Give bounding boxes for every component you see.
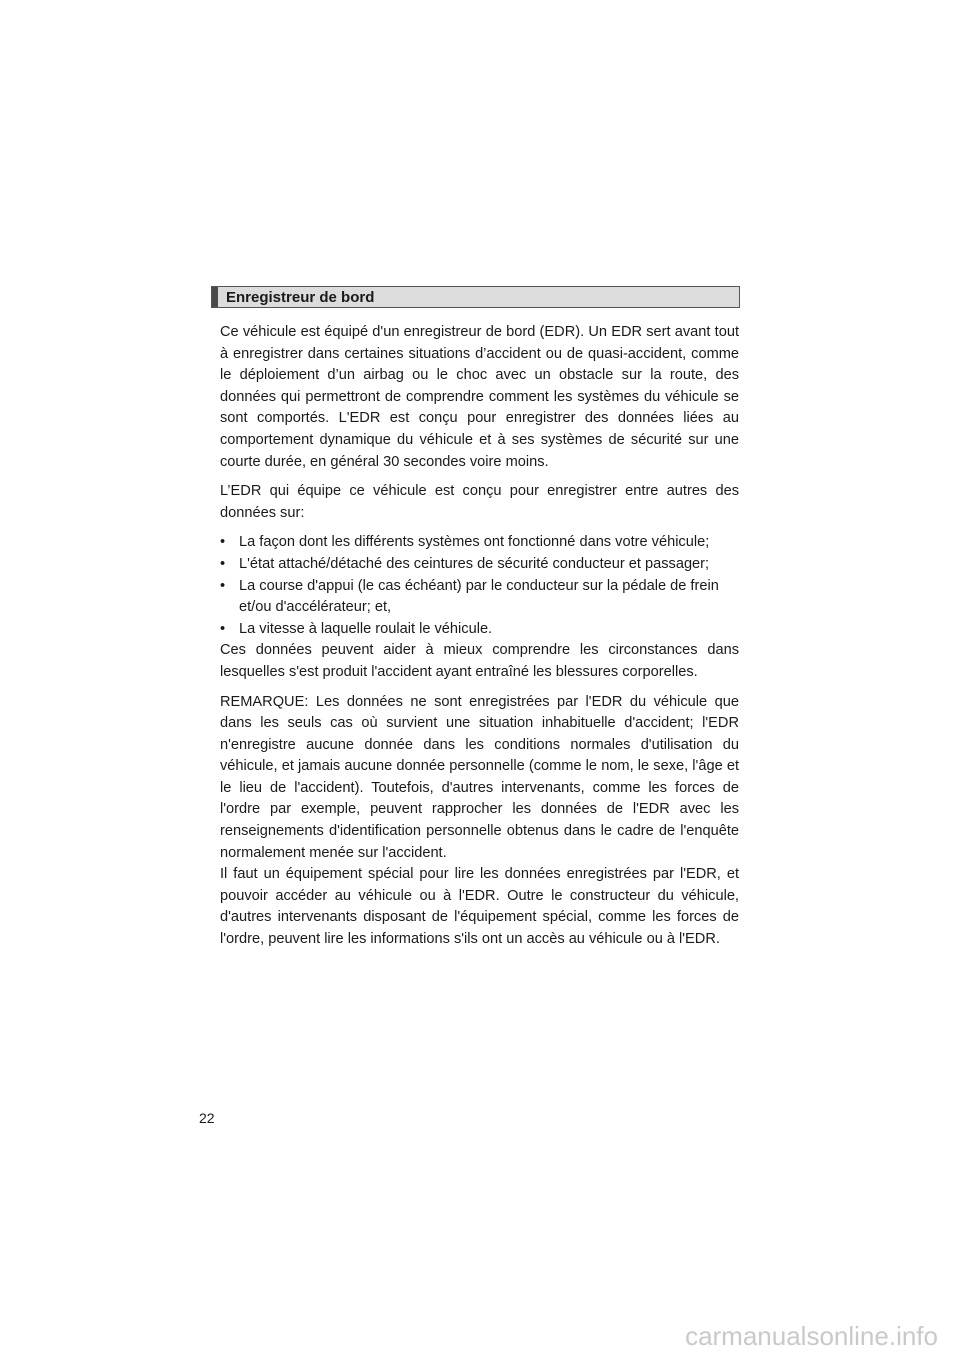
- list-item: [220, 554, 739, 576]
- bullet-marker: •: [220, 555, 226, 572]
- list-item-text: La façon dont les différents systèmes ont fonctionné dans votre véhicule;: [239, 534, 710, 551]
- bullet-marker: •: [220, 620, 226, 637]
- bullet-marker: •: [220, 534, 226, 551]
- paragraph-special-equipment: Il faut un équipement spécial pour lire les données enregistrées par l'EDR, et pouvoir accéder au véhicule ou à l'EDR. Outre le constructeur du véhicule, d'autres intervenants disposant de l'équipement spécial, comme les forces de l'ordre, peuvent lire les informations s'ils ont un accès au véhicule ou à l'EDR.: [220, 866, 739, 948]
- list-item-text: L'état attaché/détaché des ceintures de sécurité conducteur et passager;: [239, 555, 710, 572]
- section-title: Enregistreur de bord: [226, 289, 375, 306]
- bullet-list: [220, 532, 739, 640]
- list-item: [220, 532, 739, 554]
- page-number: 22: [199, 1110, 215, 1126]
- watermark: carmanualsonline.info: [685, 1321, 938, 1351]
- paragraph-remarque: REMARQUE: Les données ne sont enregistrées par l'EDR du véhicule que dans les seuls cas où survient une situation inhabituelle d'accident; l'EDR n'enregistre aucune donnée dans les conditions normales d'utilisation du véhicule, et jamais aucune donnée personnelle (comme le nom, le sexe, l'âge et le lieu de l'accident). Toutefois, d'autres intervenants, comme les forces de l'ordre par exemple, peuvent rapprocher les données de l'EDR avec les renseignements d'identification personnelle obtenus dans le cadre de l'enquête normalement menée sur l'accident.: [220, 693, 739, 861]
- list-item-text: La course d'appui (le cas échéant) par le conducteur sur la pédale de frein et/ou d'accélérateur; et,: [239, 577, 719, 616]
- section-header-accent-bar: [212, 287, 218, 307]
- list-item: [220, 619, 739, 641]
- paragraph-circumstances: Ces données peuvent aider à mieux comprendre les circonstances dans lesquelles s'est produit l'accident ayant entraîné les blessures corporelles.: [220, 642, 739, 680]
- paragraph-intro: Ce véhicule est équipé d'un enregistreur de bord (EDR). Un EDR sert avant tout à enregistrer dans certaines situations d’accident ou de quasi-accident, comme le déploiement d’un airbag ou le choc avec un obstacle sur la route, des données qui permettront de comprendre comment les systèmes du véhicule se sont comportés. L'EDR est conçu pour enregistrer des données liées au comportement dynamique du véhicule et à ses systèmes de sécurité sur une courte durée, en général 30 secondes voire moins.: [220, 324, 739, 470]
- section-header: [211, 286, 740, 308]
- list-item-text: La vitesse à laquelle roulait le véhicule.: [239, 620, 493, 637]
- list-item: [220, 576, 739, 619]
- bullet-marker: •: [220, 577, 226, 594]
- body-content: [220, 322, 739, 951]
- paragraph-data-list-intro: L’EDR qui équipe ce véhicule est conçu pour enregistrer entre autres des données sur:: [220, 483, 739, 521]
